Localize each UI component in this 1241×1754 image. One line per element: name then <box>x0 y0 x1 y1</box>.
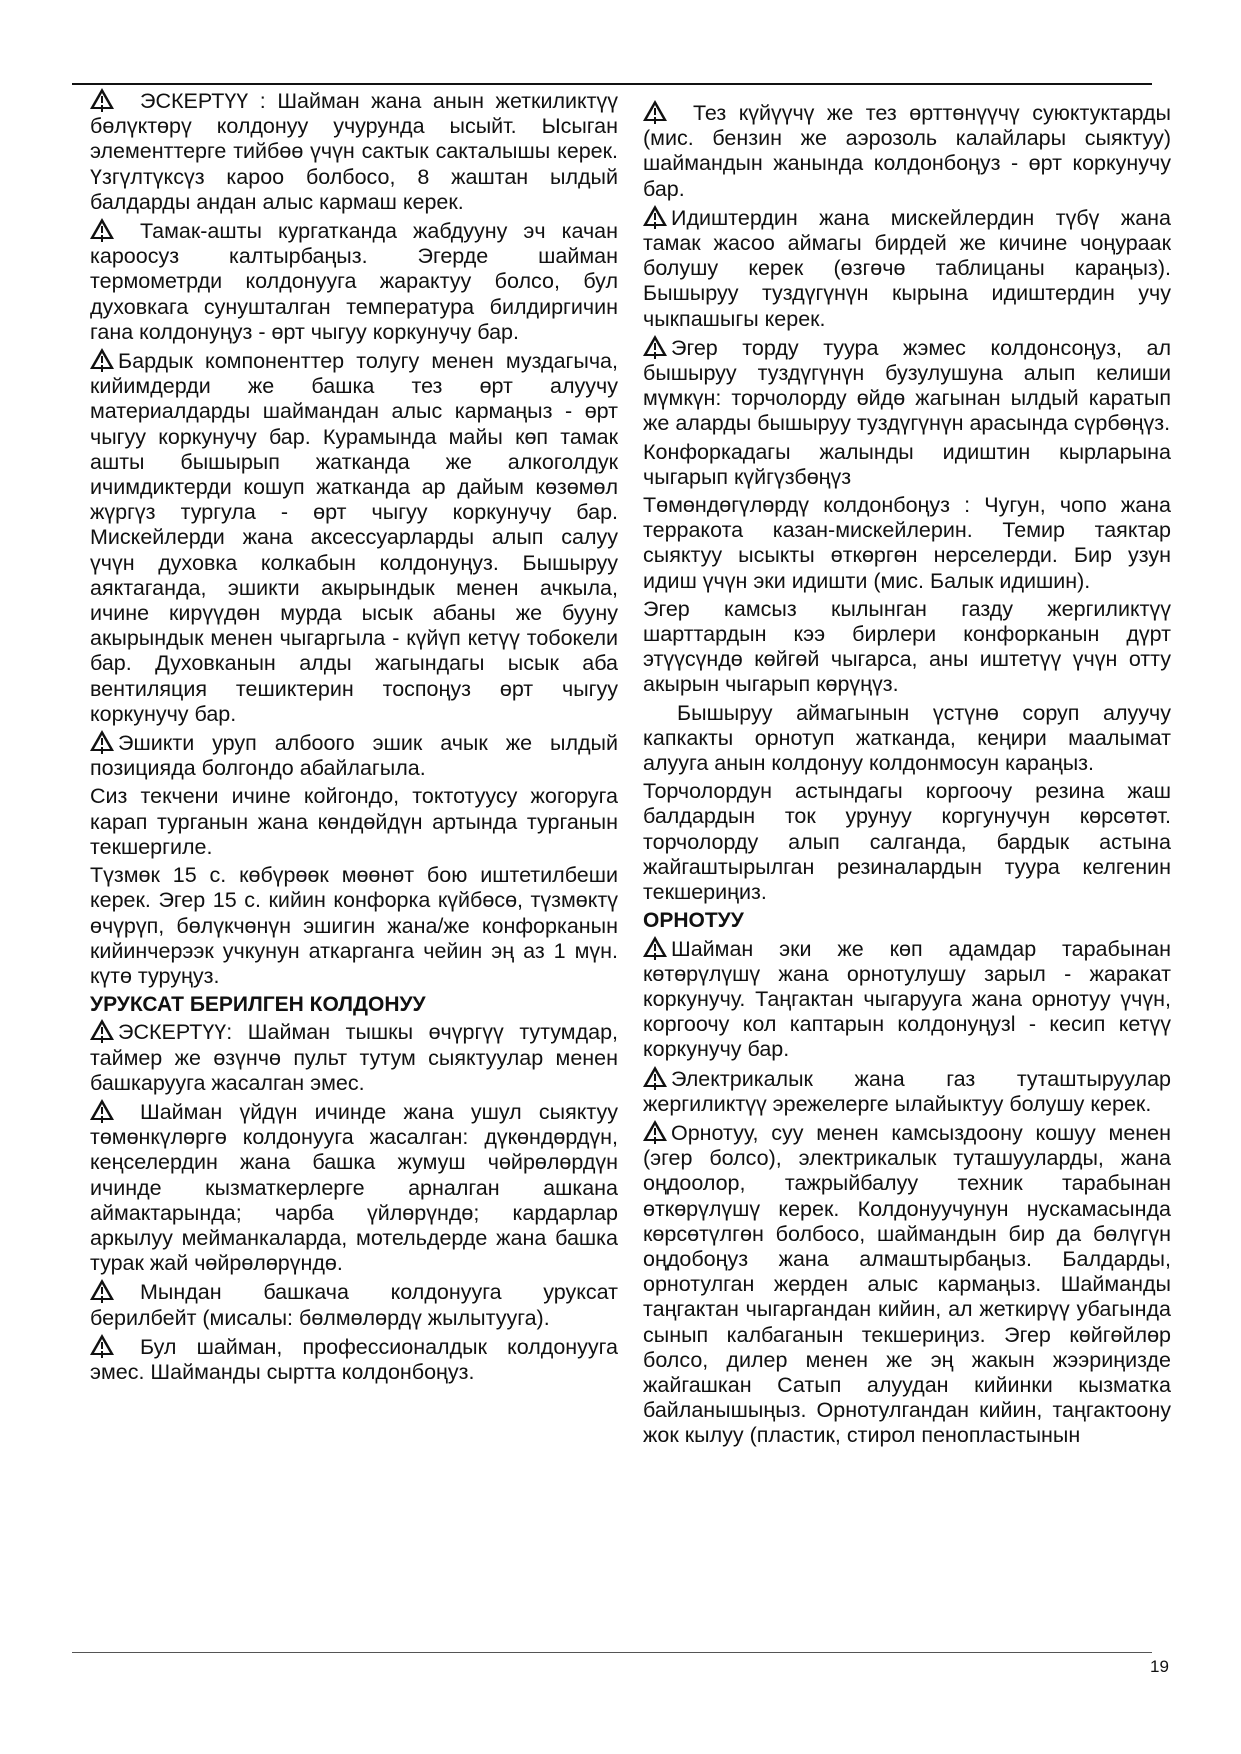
warning-paragraph: Эшикти уруп албоого эшик ачык же ылдый позицияда болгондо абайлагыла. <box>90 731 618 781</box>
warning-paragraph: Эгер торду туура жэмес колдонсоңуз, ал бышыруу туздүгүнүн бузулушуна алып келиши мүмкүн: торчолорду өйдө жагынан ылдый каратып же аларды бышыруу туздүгүнүн арасында сүрбөңүз. <box>643 335 1171 436</box>
warning-icon <box>643 1120 667 1141</box>
warning-paragraph: Тез күйүүчү же тез өрттөнүүчү суюктуктарды (мис. бензин же аэрозоль калайлары сыяктуу) шаймандын жанында колдонбоңуз - өрт коркунучу бар. <box>643 101 1171 201</box>
warning-icon <box>90 1099 114 1120</box>
warning-icon <box>90 1279 114 1300</box>
warning-icon <box>643 936 667 957</box>
warning-icon <box>90 218 114 239</box>
text-paragraph: Торчолордун астындагы коргоочу резина жаш балдардын ток урунуу коргунучун көрсөтөт. торчолорду алып салганда, бардык астына жайгаштырылган резиналардын туура келгенин текшериңиз. <box>643 779 1171 905</box>
warning-icon <box>90 88 114 109</box>
text-paragraph: Конфоркадагы жалынды идиштин кырларына чыгарып күйгүзбөңүз <box>643 439 1171 489</box>
warning-icon <box>643 335 667 356</box>
warning-paragraph: Мындан башкача колдонууга уруксат берилбейт (мисалы: бөлмөлөрдү жылытууга). <box>90 1280 618 1330</box>
warning-paragraph: Идиштердин жана мискейлердин түбү жана тамак жасоо аймагы бирдей же кичине чоңураак болушу керек (өзгөчө таблицаны караңыз). Бышыруу туздүгүнүн кырына идиштердин учу чыкпашыгы керек. <box>643 205 1171 331</box>
section-heading-installation: ОРНОТУУ <box>643 909 744 933</box>
warning-icon <box>643 205 667 226</box>
section-heading-permitted-use: УРУКСАТ БЕРИЛГЕН КОЛДОНУУ <box>90 993 426 1017</box>
warning-paragraph: ЭСКЕРТҮҮ : Шайман жана анын жеткиликтүү бөлүктөрү колдонуу учурунда ысыйт. Ысыган элементтерге тийбөө үчүн сактык сакталышы керек. Үзгүлтүксүз кароо болбосо, 8 жаштан ылдый балдарды андан алыс кармаш керек. <box>90 89 618 214</box>
text-paragraph: Төмөндөгүлөрдү колдонбоңуз : Чугун, чопо жана терракота казан-мискейлерин. Темир таяктар сыяктуу ысыкты өткөргөн нерселерди. Бир узун идиш үчүн эки идишти (мис. Балык идишин). <box>643 493 1171 593</box>
warning-icon <box>643 100 667 121</box>
warning-paragraph: Орнотуу, суу менен камсыздоону кошуу менен (эгер болсо), электрикалык туташууларды, жана оңдоолор, тажрыйбалуу техник тарабынан өткөрүлүшү керек. Колдонуучунун нускамасында көрсөтүлгөн болбосо, шаймандын бир да бөлүгүн оңдобоңуз жана алмаштырбаңыз. Балдарды, орнотулган жерден алыс кармаңыз. Шайманды таңгактан чыгаргандан кийин, ал жеткирүү убагында сынып калбаганын текшериңиз. Эгер көйгөйлөр болсо, дилер менен же эң жакын жээриңизде жайгашкан Сатып алуудан кийинки кызматка байланышыңыз. Орнотулгандан кийин, таңгактоону жок кылуу (пластик, стирол пенопластынын <box>643 1120 1171 1448</box>
left-column <box>90 88 618 1388</box>
warning-paragraph: Бул шайман, профессионалдык колдонууга эмес. Шайманды сыртта колдонбоңуз. <box>90 1334 618 1384</box>
warning-paragraph: Тамак-ашты кургатканда жабдууну эч качан кароосуз калтырбаңыз. Эгерде шайман термометрди колдонууга жарактуу болсо, бул духовкага сунушталган температура билдиргичин гана колдонуңуз - өрт чыгуу коркунучу бар. <box>90 219 618 344</box>
text-paragraph: Эгер камсыз кылынган газду жергиликтүү шарттардын кээ бирлери конфорканын дүрт этүүсүндө көйгөй чыгарса, аны иштетүү үчүн отту акырын чыгарып көрүңүз. <box>643 596 1171 697</box>
right-column <box>643 100 1171 1452</box>
warning-paragraph: Бардык компоненттер толугу менен муздагыча, кийимдерди же башка тез өрт алуучу материалдарды шаймандан алыс кармаңыз - өрт чыгуу коркунучу бар. Курамында майы көп тамак ашты бышырып жатканда же алкоголдук ичимдиктерди кошуп жатканда ар дайым көзөмөл жүргүз тургула - өрт чыгуу коркунучу бар. Мискейлерди жана аксессуарларды алып салуу үчүн духовка колкабын колдонуңуз. Бышыруу аяктаганда, эшикти акырындык менен ачкыла, ичине кирүүдөн мурда ысык абаны же бууну акырындык менен чыгаргыла - күйүп кетүү тобокели бар. Духовканын алды жагындагы ысык аба вентиляция тешиктерин тоспоңуз өрт чыгуу коркунучу бар. <box>90 349 618 726</box>
warning-icon <box>90 730 114 751</box>
text-paragraph: Сиз текчени ичине койгондо, токтотуусу жогоруга карап турганын жана көндөйдүн артында турганын текшергиле. <box>90 784 618 859</box>
page-number: 19 <box>1150 1657 1169 1676</box>
text-paragraph: Түзмөк 15 с. көбүрөөк мөөнөт бою иштетилбеши керек. Эгер 15 с. кийин конфорка күйбөсө, түзмөктү өчүрүп, бөлүкчөнүн эшигин жана/же конфорканын кийинчерээк учкунун аткарганга чейин эң аз 1 мүн. күтө туруңуз. <box>90 863 618 988</box>
warning-paragraph: ЭСКЕРТҮҮ: Шайман тышкы өчүргүү тутумдар, таймер же өзүнчө пульт тутум сыяктуулар менен башкарууга жасалган эмес. <box>90 1020 618 1095</box>
warning-paragraph: Шайман эки же көп адамдар тарабынан көтөрүлүшү жана орнотулушу зарыл - жаракат коркунучу. Таңгактан чыгарууга жана орнотуу үчүн, коргоочу кол каптарын колдонуңузl - кесип кетүү коркунучу бар. <box>643 936 1171 1062</box>
warning-paragraph: Шайман үйдүн ичинде жана ушул сыяктуу төмөнкүлөргө колдонууга жасалган: дүкөндөрдүн, кеңселердин жана башка жумуш чөйрөлөрдүн ичинде кызматкерлерге арналган ашкана аймактарында; чарба үйлөрүндө; кардарлар аркылуу мейманкаларда, мотельдерде жана башка турак жай чөйрөлөрүндө. <box>90 1099 618 1276</box>
warning-icon <box>90 348 114 369</box>
text-paragraph: Бышыруу аймагынын үстүнө соруп алуучу капкакты орнотуп жатканда, кеңири маалымат алууга анын колдонуу колдонмосун караңыз. <box>643 700 1171 776</box>
warning-icon <box>643 1066 667 1087</box>
warning-icon <box>90 1334 114 1355</box>
bottom-rule <box>72 1652 1152 1653</box>
warning-icon <box>90 1019 114 1040</box>
top-rule <box>72 83 1152 85</box>
warning-paragraph: Электрикалык жана газ туташтыруулар жергиликтүү эрежелерге ылайыктуу болушу керек. <box>643 1066 1171 1116</box>
